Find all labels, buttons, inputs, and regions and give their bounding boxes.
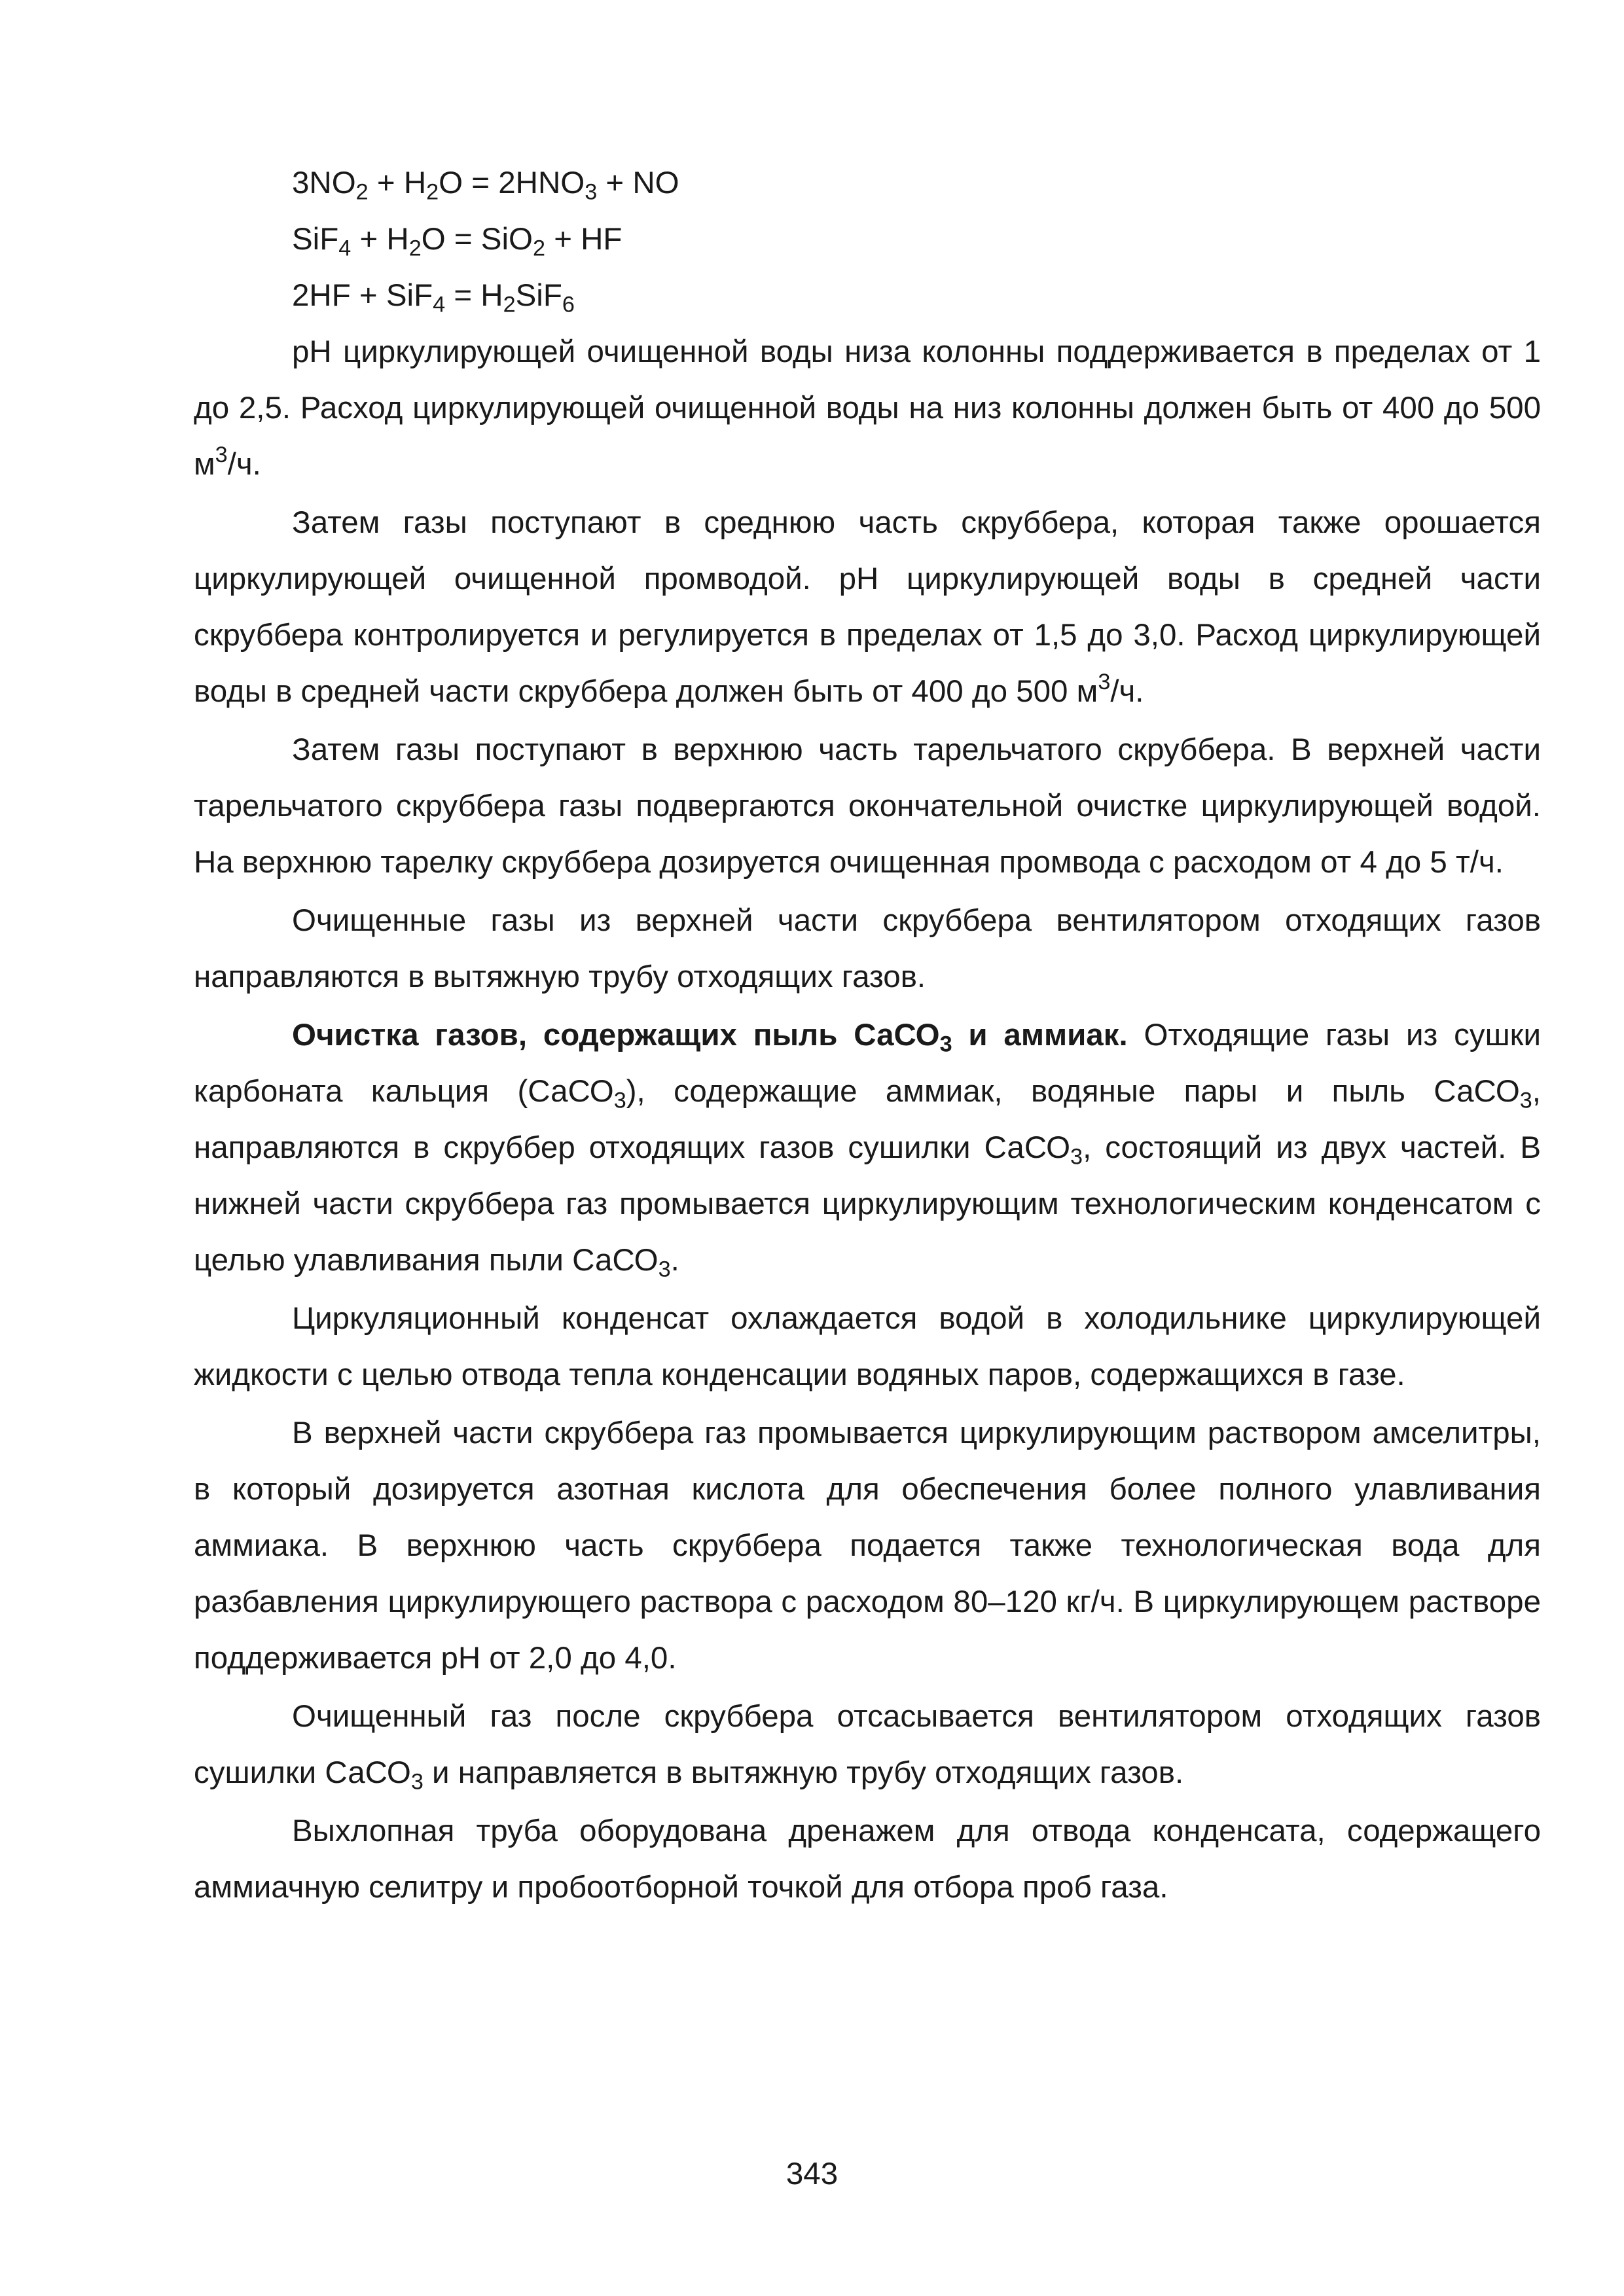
bold-run [292, 1018, 940, 1052]
paragraph [194, 495, 1541, 720]
paragraph [194, 324, 1541, 493]
text-run: Затем газы поступают в верхнюю часть тарельчатого скруббера. В верхней части тарельчатого скруббера газы подвергаются окончательной очистке циркулирующей водой. На верхнюю тарелку скруббера дозируется очищенная промвода с расходом от 4 до 5 т/ч. [194, 732, 1541, 880]
subscript: 3 [585, 179, 598, 205]
text-run: Очищенный газ после скруббера отсасывается вентилятором отходящих газов сушилки СаСО [194, 1699, 1541, 1790]
subscript: 3 [939, 1031, 952, 1057]
text-run: = H [445, 278, 503, 313]
text-run: SiF [292, 222, 339, 257]
subscript: 6 [562, 292, 575, 317]
text-run: рН циркулирующей очищенной воды низа колонны поддерживается в пределах от 1 до 2,5. Расход циркулирующей очищенной воды на низ колонны должен быть от 400 до 500 м [194, 334, 1541, 482]
text-run: 2HF + SiF [292, 278, 433, 313]
paragraph [194, 1689, 1541, 1801]
text-run: O = SiO [421, 222, 533, 257]
text-run: В верхней части скруббера газ промывается циркулирующим раствором амселитры, в который дозируется азотная кислота для обеспечения более полного улавливания аммиака. В верхнюю часть скруббера подается также технологическая вода для разбавления циркулирующего раствора с расходом 80–120 кг/ч. В циркулирующем растворе поддерживается рН от 2,0 до 4,0. [194, 1416, 1541, 1676]
paragraph [194, 1405, 1541, 1687]
subscript: 2 [426, 179, 439, 205]
text-run: и направляется в вытяжную трубу отходящих газов. [423, 1755, 1184, 1790]
text-run: + NO [597, 166, 679, 200]
text-run: SiF [515, 278, 562, 313]
equation [292, 211, 1541, 268]
text-run: + H [368, 166, 427, 200]
subscript: 3 [658, 1257, 671, 1282]
bold-run [952, 1018, 1128, 1052]
text-run: + HF [545, 222, 623, 257]
paragraph [194, 1291, 1541, 1403]
text-run: + H [351, 222, 409, 257]
bold-run [939, 1018, 952, 1057]
text-run: . [670, 1243, 679, 1278]
text-run: Выхлопная труба оборудована дренажем для отвода конденсата, содержащего аммиачную селитру и пробоотборной точкой для отбора проб газа. [194, 1814, 1541, 1905]
subscript: 2 [355, 179, 369, 205]
subscript: 4 [338, 236, 352, 261]
subscript: 2 [408, 236, 422, 261]
subscript: 3 [1070, 1144, 1083, 1170]
subscript: 3 [1519, 1088, 1532, 1113]
paragraph [194, 1007, 1541, 1289]
subscript: 2 [503, 292, 516, 317]
body-text [194, 155, 1541, 1916]
subscript: 2 [532, 236, 545, 261]
equation [292, 268, 1541, 324]
subscript: 3 [410, 1769, 424, 1795]
paragraph [194, 893, 1541, 1005]
text-run: Затем газы поступают в среднюю часть скруббера, которая также орошается циркулирующей очищенной промводой. рН циркулирующей воды в средней части скруббера контролируется и регулируется в пределах от 1,5 до 3,0. Расход циркулирующей воды в средней части скруббера должен быть от 400 до 500 м [194, 505, 1541, 709]
text-run: O = 2HNO [439, 166, 585, 200]
text-run: 3NO [292, 166, 356, 200]
text-run: Очищенные газы из верхней части скруббера вентилятором отходящих газов направляются в вытяжную трубу отходящих газов. [194, 903, 1541, 994]
text-run: , состоящий из двух частей. В нижней части скруббера газ промывается циркулирующим технологическим конденсатом с целью улавливания пыли СаСО [194, 1130, 1541, 1278]
superscript: 3 [215, 442, 228, 468]
text-run: ), содержащие аммиак, водяные пары и пыль СаСО [626, 1074, 1520, 1109]
text-run: Очистка газов, содержащих пыль СаСО [292, 1018, 940, 1052]
paragraph [194, 722, 1541, 891]
text-run: Циркуляционный конденсат охлаждается водой в холодильнике циркулирующей жидкости с целью отвода тепла конденсации водяных паров, содержащихся в газе. [194, 1301, 1541, 1392]
text-run: и аммиак. [952, 1018, 1128, 1052]
text-run: Отходящие газы из сушки карбоната кальция (СаСО [194, 1018, 1541, 1109]
paragraph [194, 1803, 1541, 1916]
equation [292, 155, 1541, 211]
text-run: /ч. [227, 447, 261, 482]
subscript: 4 [433, 292, 446, 317]
text-run: , направляются в скруббер отходящих газов сушилки СаСО [194, 1074, 1541, 1165]
superscript: 3 [1098, 670, 1111, 695]
page-number: 343 [785, 2157, 839, 2191]
text-run: /ч. [1110, 674, 1144, 709]
subscript: 3 [613, 1088, 626, 1113]
